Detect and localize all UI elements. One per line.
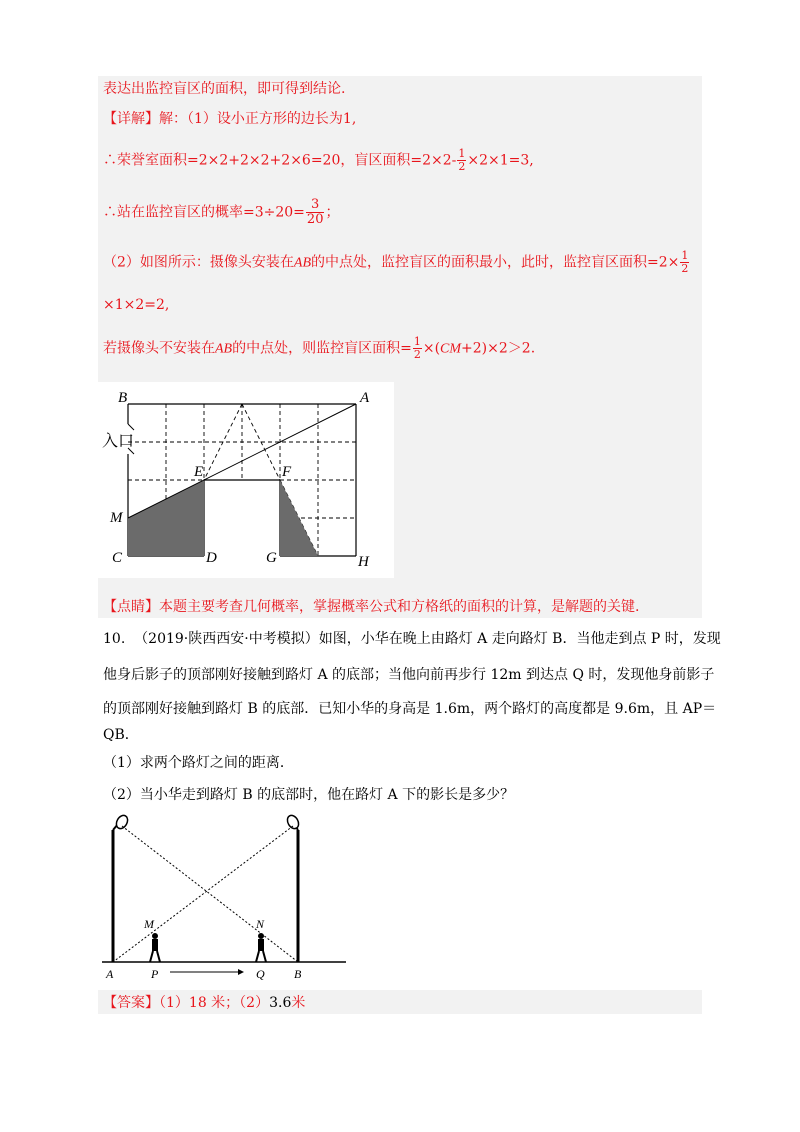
label-n: N (256, 917, 265, 931)
fraction-3-20: $\frac{3}{20}$ (306, 197, 324, 227)
solution-line-6: ×1×2=2, (103, 297, 170, 313)
label-e: E (194, 464, 204, 480)
question-sub-1: （1）求两个路灯之间的距离． (103, 755, 294, 771)
answer-value: 3.6 (269, 995, 292, 1011)
question-sub-2: （2）当小华走到路灯 B 的底部时，他在路灯 A 下的影长是多少？ (103, 787, 515, 803)
label-a2: A (106, 967, 114, 981)
fraction-half-2: $\frac{1}{2}$ (681, 249, 689, 275)
segment-ab-2: AB (215, 341, 233, 357)
label-q: Q (256, 967, 265, 981)
answer-line (103, 994, 305, 1012)
label-f: F (282, 464, 292, 480)
answer-tag: 【答案】 (103, 995, 159, 1011)
comment-tag: 【点睛】 (103, 599, 159, 615)
street-lamp-diagram (98, 812, 348, 992)
question-source: （2019·陕西西安·中考模拟） (134, 631, 319, 647)
solution-line-5 (103, 250, 690, 275)
part2-text: （2）如图所示：摄像头安装在 (103, 254, 294, 271)
question-text-1: 如图，小华在晚上由路灯 A 走向路灯 B．当他走到点 P 时，发现 (318, 631, 721, 647)
question-line-3: 的顶部刚好接触到路灯 B 的底部．已知小华的身高是 1.6m，两个路灯的高度都是 9.6m，且 AP＝ (103, 701, 717, 717)
question-line-4: QB． (103, 727, 139, 743)
label-a: A (360, 390, 370, 406)
detail-tag: 【详解】 (103, 111, 159, 127)
fraction-half-3: $\frac{1}{2}$ (413, 335, 421, 361)
label-m2: M (144, 917, 154, 931)
probability-text: ∴站在监控盲区的概率=3÷20= (103, 204, 305, 221)
segment-cm: CM (440, 341, 462, 357)
solution-line-4 (103, 198, 339, 227)
label-b: B (118, 390, 128, 406)
arrow-right-icon (238, 969, 244, 975)
label-c: C (112, 550, 123, 566)
blind-area-text: ×2×1=3, (467, 152, 534, 169)
part2-text-b: 的中点处，监控盲区的面积最小，此时，监控盲区面积=2× (311, 254, 680, 271)
answer-unit: 米 (291, 995, 306, 1011)
label-d: D (206, 550, 217, 566)
otherwise-text: 若摄像头不安装在 (103, 340, 215, 357)
detail-text: 解：（1）设小正方形的边长为1, (159, 111, 357, 127)
honor-room-area-text: ∴荣誉室面积=2×2+2×2+2×6=20，盲区面积=2×2- (103, 152, 457, 169)
label-g: G (266, 550, 277, 566)
label-p: P (151, 967, 159, 981)
otherwise-text-b: 的中点处，则监控盲区面积= (232, 340, 412, 357)
question-number: 10. (103, 631, 126, 647)
fraction-half: $\frac{1}{2}$ (458, 147, 466, 173)
label-entrance: 入口 (102, 433, 135, 450)
label-b2: B (294, 967, 302, 981)
otherwise-text-c: ×( (422, 340, 441, 357)
segment-ab: AB (293, 255, 312, 271)
comment-line (103, 598, 639, 616)
grid-diagram (98, 382, 394, 578)
solution-line-1: 表达出监控盲区的面积，即可得到结论. (103, 81, 346, 97)
solution-line-7 (103, 336, 535, 361)
label-m: M (110, 510, 123, 526)
person-q-icon (256, 933, 266, 962)
person-p-icon (150, 933, 160, 962)
question-line-2: 他身后影子的顶部刚好接触到路灯 A 的底部；当他向前再步行 12m 到达点 Q 时，发现他身前影子 (103, 667, 715, 683)
answer-part1: （1）18 米；（2） (159, 995, 270, 1011)
label-h: H (358, 554, 369, 570)
otherwise-text-d: +2)×2＞2. (461, 340, 536, 357)
solution-line-3 (103, 148, 534, 173)
semicolon: ； (325, 204, 340, 221)
solution-line-2 (103, 110, 356, 128)
comment-text: 本题主要考查几何概率，掌握概率公式和方格纸的面积的计算，是解题的关键. (159, 599, 640, 615)
question-line-1 (103, 630, 721, 648)
